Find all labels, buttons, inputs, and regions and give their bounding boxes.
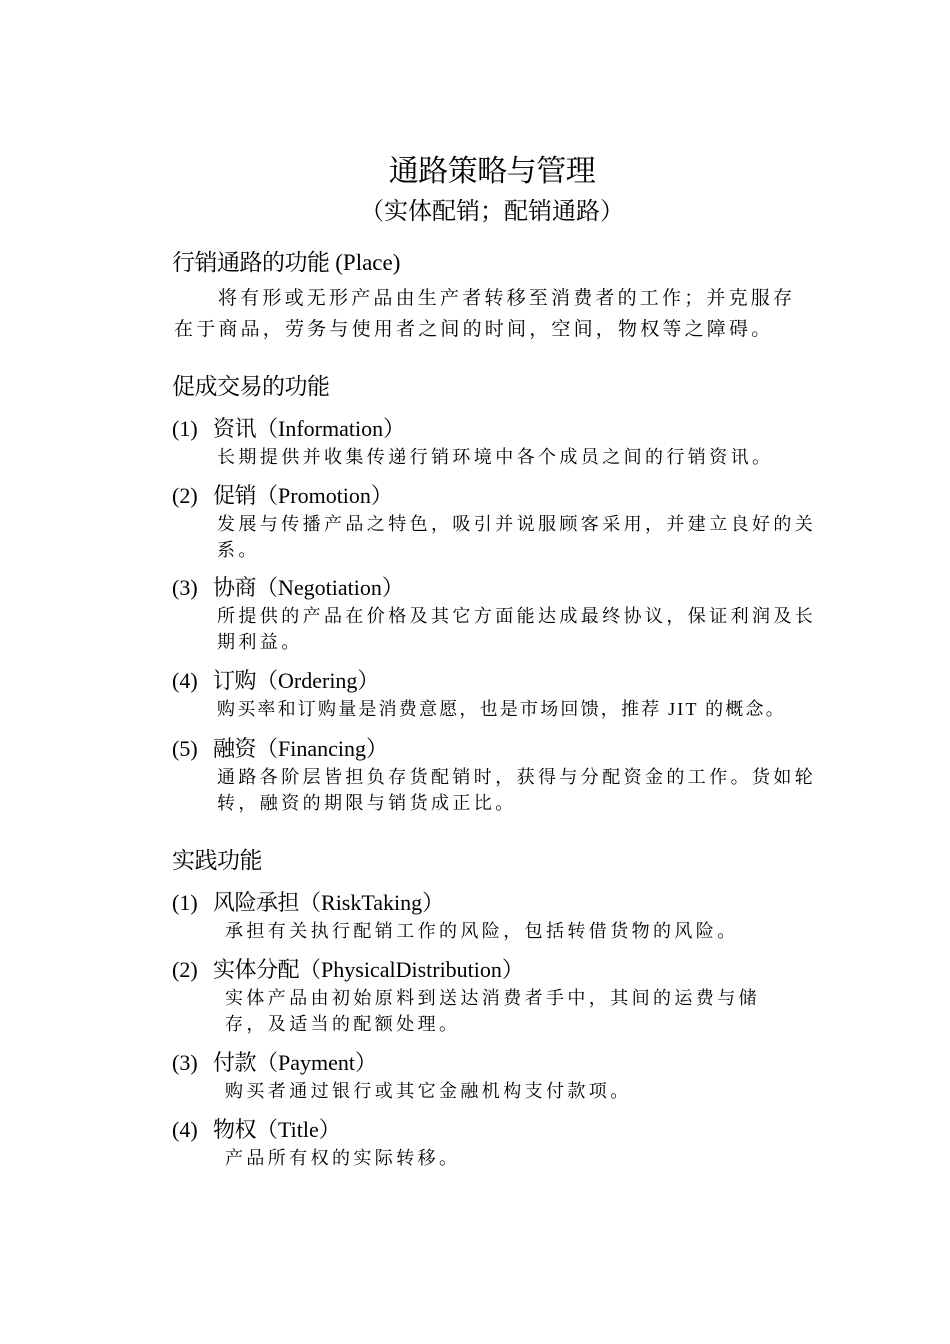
section-heading-place	[172, 248, 400, 278]
page-title: 通路策略与管理	[388, 154, 596, 189]
list-item-description: 购买率和订购量是消费意愿，也是市场回馈，推荐 JIT 的概念。	[217, 699, 786, 719]
list-item-title: (3) 协商（Negotiation）	[172, 575, 404, 601]
list-item-title: (1) 风险承担（RiskTaking）	[172, 890, 445, 916]
section-heading-transaction: 促成交易的功能	[172, 374, 330, 400]
section-body: 将有形或无形产品由生产者转移至消费者的工作；并克服存在于商品，劳务与使用者之间的时间，空间，物权等之障碍。	[174, 288, 796, 340]
list-item-description: 产品所有权的实际转移。	[225, 1148, 461, 1168]
list-item-title: (4) 物权（Title）	[172, 1117, 341, 1143]
list-item-description: 发展与传播产品之特色，吸引并说服顾客采用，并建立良好的关系。	[217, 514, 817, 560]
list-item-title: (2) 实体分配（PhysicalDistribution）	[172, 957, 524, 983]
list-item-description: 通路各阶层皆担负存货配销时，获得与分配资金的工作。货如轮转，融资的期限与销货成正比。	[217, 767, 817, 813]
list-item-description: 长期提供并收集传递行销环境中各个成员之间的行销资讯。	[217, 447, 774, 467]
list-item-title: (4) 订购（Ordering）	[172, 668, 380, 694]
list-item-title: (5) 融资（Financing）	[172, 736, 389, 762]
list-item-description: 实体产品由初始原料到送达消费者手中，其间的运费与储存，及适当的配额处理。	[225, 988, 760, 1034]
list-item-title: (2) 促销（Promotion）	[172, 483, 393, 509]
section-heading-practice: 实践功能	[172, 848, 262, 874]
page-subtitle: （实体配销；配销通路）	[360, 197, 624, 225]
list-item-description: 承担有关执行配销工作的风险，包括转借货物的风险。	[225, 921, 739, 941]
list-item-description: 购买者通过银行或其它金融机构支付款项。	[225, 1081, 632, 1101]
list-item-title: (3) 付款（Payment）	[172, 1050, 378, 1076]
section-heading-en: (Place)	[329, 250, 401, 275]
list-item-description: 所提供的产品在价格及其它方面能达成最终协议，保证利润及长期利益。	[217, 606, 817, 652]
section-heading-cn: 行销通路的功能	[172, 250, 330, 276]
list-item-title: (1) 资讯（Information）	[172, 416, 406, 442]
